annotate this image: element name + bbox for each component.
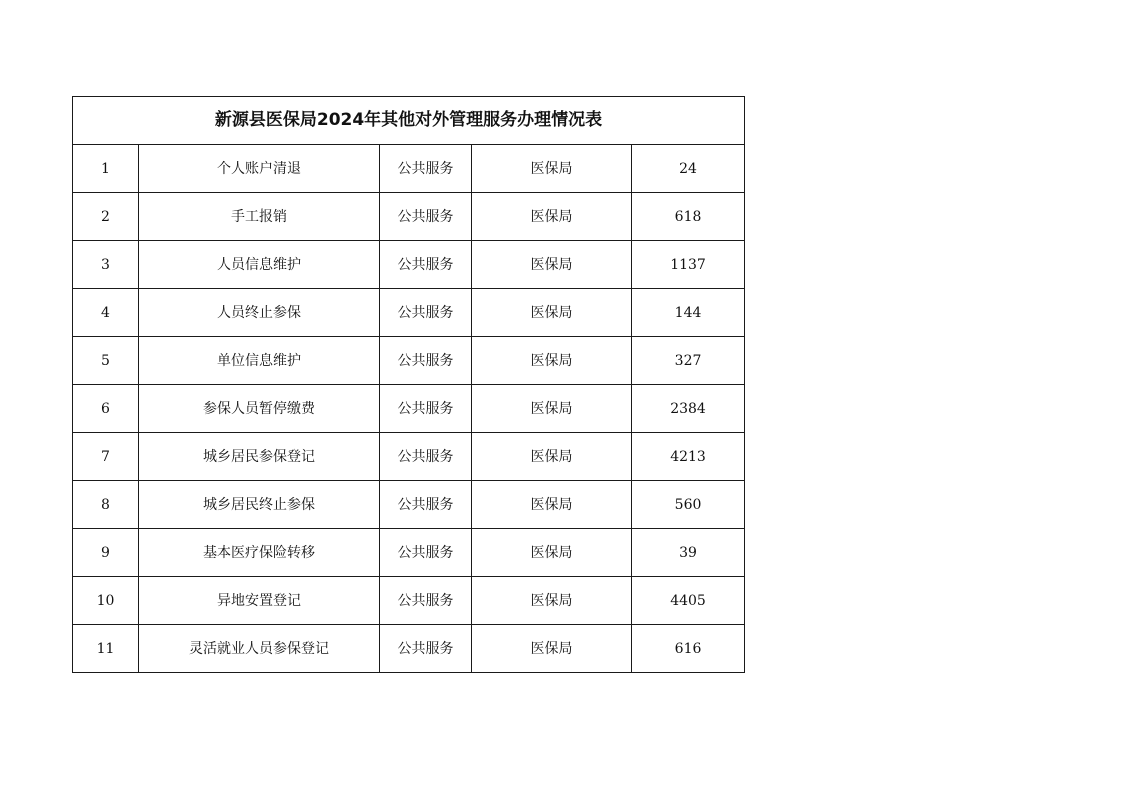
service-item-cell: 参保人员暂停缴费 <box>139 385 380 433</box>
row-number-cell: 2 <box>73 193 139 241</box>
department-cell: 医保局 <box>472 241 632 289</box>
handled-count-cell: 2384 <box>632 385 745 433</box>
table-title: 新源县医保局2024年其他对外管理服务办理情况表 <box>73 97 745 145</box>
service-type-cell: 公共服务 <box>380 625 472 673</box>
table-row <box>73 289 745 337</box>
department-cell: 医保局 <box>472 625 632 673</box>
table-title-row <box>73 97 745 145</box>
service-item-cell: 手工报销 <box>139 193 380 241</box>
service-item-cell: 人员信息维护 <box>139 241 380 289</box>
department-cell: 医保局 <box>472 193 632 241</box>
service-type-cell: 公共服务 <box>380 577 472 625</box>
department-cell: 医保局 <box>472 481 632 529</box>
service-type-cell: 公共服务 <box>380 289 472 337</box>
row-number-cell: 3 <box>73 241 139 289</box>
table-row <box>73 481 745 529</box>
table-row <box>73 529 745 577</box>
table-row <box>73 385 745 433</box>
handled-count-cell: 560 <box>632 481 745 529</box>
service-type-cell: 公共服务 <box>380 481 472 529</box>
handled-count-cell: 327 <box>632 337 745 385</box>
service-type-cell: 公共服务 <box>380 145 472 193</box>
row-number-cell: 10 <box>73 577 139 625</box>
table-row <box>73 577 745 625</box>
service-item-cell: 灵活就业人员参保登记 <box>139 625 380 673</box>
service-type-cell: 公共服务 <box>380 337 472 385</box>
row-number-cell: 1 <box>73 145 139 193</box>
handled-count-cell: 1137 <box>632 241 745 289</box>
table-row <box>73 193 745 241</box>
department-cell: 医保局 <box>472 577 632 625</box>
service-item-cell: 异地安置登记 <box>139 577 380 625</box>
table-row <box>73 625 745 673</box>
row-number-cell: 7 <box>73 433 139 481</box>
handled-count-cell: 39 <box>632 529 745 577</box>
table-row <box>73 241 745 289</box>
service-type-cell: 公共服务 <box>380 433 472 481</box>
service-type-cell: 公共服务 <box>380 193 472 241</box>
handled-count-cell: 4213 <box>632 433 745 481</box>
department-cell: 医保局 <box>472 529 632 577</box>
service-item-cell: 单位信息维护 <box>139 337 380 385</box>
service-type-cell: 公共服务 <box>380 241 472 289</box>
row-number-cell: 9 <box>73 529 139 577</box>
service-item-cell: 人员终止参保 <box>139 289 380 337</box>
handled-count-cell: 616 <box>632 625 745 673</box>
service-type-cell: 公共服务 <box>380 385 472 433</box>
service-item-cell: 城乡居民终止参保 <box>139 481 380 529</box>
handled-count-cell: 618 <box>632 193 745 241</box>
service-type-cell: 公共服务 <box>380 529 472 577</box>
row-number-cell: 5 <box>73 337 139 385</box>
department-cell: 医保局 <box>472 385 632 433</box>
handled-count-cell: 144 <box>632 289 745 337</box>
row-number-cell: 6 <box>73 385 139 433</box>
row-number-cell: 11 <box>73 625 139 673</box>
table-row <box>73 433 745 481</box>
row-number-cell: 4 <box>73 289 139 337</box>
table-row <box>73 337 745 385</box>
handled-count-cell: 24 <box>632 145 745 193</box>
row-number-cell: 8 <box>73 481 139 529</box>
department-cell: 医保局 <box>472 433 632 481</box>
department-cell: 医保局 <box>472 337 632 385</box>
table-row <box>73 145 745 193</box>
department-cell: 医保局 <box>472 289 632 337</box>
service-item-cell: 城乡居民参保登记 <box>139 433 380 481</box>
department-cell: 医保局 <box>472 145 632 193</box>
service-item-cell: 个人账户清退 <box>139 145 380 193</box>
handled-count-cell: 4405 <box>632 577 745 625</box>
service-item-cell: 基本医疗保险转移 <box>139 529 380 577</box>
service-table <box>72 96 745 673</box>
